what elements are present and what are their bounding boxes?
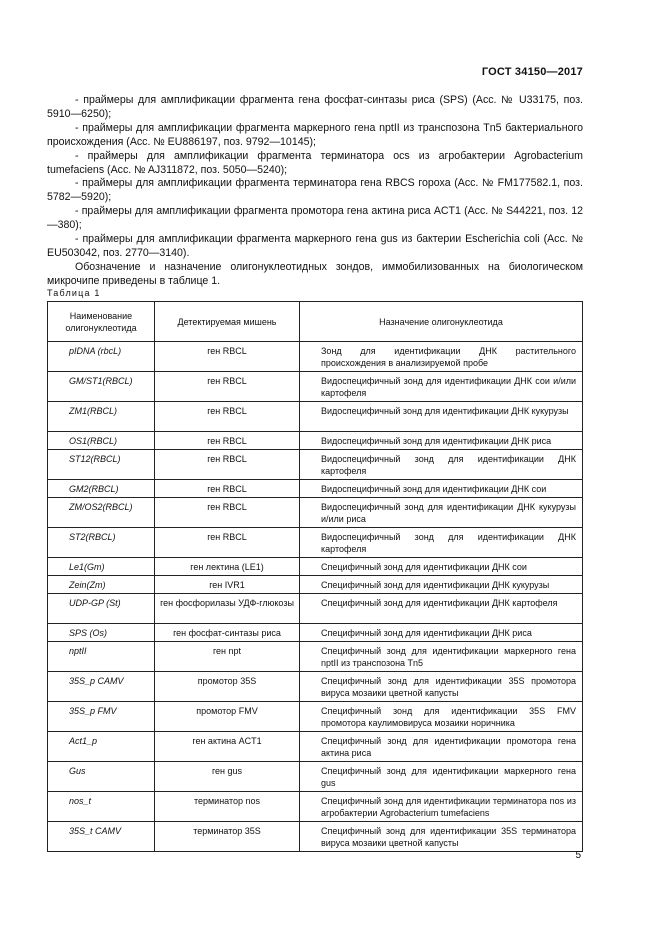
cell-purpose: Специфичный зонд для идентификации маркерного гена nptII из транспозона Tn5 (300, 642, 583, 672)
cell-name: 35S_t CAMV (48, 822, 155, 852)
column-header-purpose: Назначение олигонуклеотида (300, 302, 583, 342)
cell-target: промотор 35S (155, 672, 300, 702)
table-row (48, 402, 583, 432)
table-row (48, 342, 583, 372)
paragraph: - праймеры для амплификации фрагмента гена фосфат-синтазы риса (SPS) (Acc. № U33175, поз. 5910—6250); (47, 94, 583, 120)
cell-name: nptII (48, 642, 155, 672)
cell-purpose: Специфичный зонд для идентификации 35S FMV промотора каулимовируса мозаики норичника (300, 702, 583, 732)
cell-name: 35S_p CAMV (48, 672, 155, 702)
cell-name: OS1(RBCL) (48, 432, 155, 450)
cell-purpose: Видоспецифичный зонд для идентификации ДНК кукурузы (300, 402, 583, 432)
cell-target: ген фосфат-синтазы риса (155, 624, 300, 642)
table-row (48, 642, 583, 672)
table-row (48, 822, 583, 852)
page-number: 5 (575, 850, 581, 861)
cell-name: UDP-GP (St) (48, 594, 155, 624)
cell-target: ген IVR1 (155, 576, 300, 594)
cell-purpose: Видоспецифичный зонд для идентификации ДНК риса (300, 432, 583, 450)
cell-name: ST2(RBCL) (48, 528, 155, 558)
cell-purpose: Видоспецифичный зонд для идентификации ДНК картофеля (300, 528, 583, 558)
table-row (48, 450, 583, 480)
cell-purpose: Специфичный зонд для идентификации промотора гена актина риса (300, 732, 583, 762)
paragraph: - праймеры для амплификации фрагмента промотора гена актина риса ACT1 (Acc. № S44221, поз. 12—380); (47, 205, 583, 232)
cell-purpose: Видоспецифичный зонд для идентификации ДНК сои (300, 480, 583, 498)
cell-name: pIDNA (rbcL) (48, 342, 155, 372)
cell-target: ген RBCL (155, 432, 300, 450)
body-text (47, 94, 583, 289)
cell-target: ген RBCL (155, 528, 300, 558)
cell-purpose: Специфичный зонд для идентификации терминатора nos из агробактерии Agrobacterium tumefaciens (300, 792, 583, 822)
cell-name: Act1_p (48, 732, 155, 762)
paragraph: Обозначение и назначение олигонуклеотидных зондов, иммобилизованных на биологическом микрочипе приведены в таблице 1. (47, 260, 583, 287)
cell-purpose: Специфичный зонд для идентификации ДНК риса (300, 624, 583, 642)
table-row (48, 480, 583, 498)
column-header-name: Наименование олигонуклеотида (48, 302, 155, 342)
paragraph: - праймеры для амплификации фрагмента маркерного гена gus из бактерии Escherichia coli (Acc. № EU503042, поз. 2770—3140). (47, 233, 583, 259)
cell-name: Le1(Gm) (48, 558, 155, 576)
cell-target: ген RBCL (155, 372, 300, 402)
cell-name: nos_t (48, 792, 155, 822)
table-row (48, 558, 583, 576)
table-row (48, 432, 583, 450)
table-header-row (48, 302, 583, 342)
cell-target: ген RBCL (155, 480, 300, 498)
cell-target: ген RBCL (155, 450, 300, 480)
cell-target: ген лектина (LE1) (155, 558, 300, 576)
cell-target: ген npt (155, 642, 300, 672)
cell-target: ген фосфорилазы УДФ-глюкозы (155, 594, 300, 624)
cell-name: Zein(Zm) (48, 576, 155, 594)
cell-name: 35S_p FMV (48, 702, 155, 732)
cell-purpose: Специфичный зонд для идентификации 35S терминатора вируса мозаики цветной капусты (300, 822, 583, 852)
cell-purpose: Специфичный зонд для идентификации 35S промотора вируса мозаики цветной капусты (300, 672, 583, 702)
cell-purpose: Специфичный зонд для идентификации ДНК кукурузы (300, 576, 583, 594)
paragraph: - праймеры для амплификации фрагмента терминатора ocs из агробактерии Agrobacterium tumefaciens (Acc. № AJ311872, поз. 5050—5240); (47, 149, 583, 176)
cell-name: ST12(RBCL) (48, 450, 155, 480)
cell-purpose: Специфичный зонд для идентификации маркерного гена gus (300, 762, 583, 792)
cell-name: GM2(RBCL) (48, 480, 155, 498)
cell-purpose: Видоспецифичный зонд для идентификации ДНК картофеля (300, 450, 583, 480)
cell-target: терминатор 35S (155, 822, 300, 852)
oligonucleotide-table (47, 301, 583, 852)
table-caption: Таблица 1 (47, 288, 101, 298)
table-row (48, 792, 583, 822)
table-row (48, 732, 583, 762)
paragraph: - праймеры для амплификации фрагмента маркерного гена nptII из транспозона Tn5 бактериального происхождения (Acc. № EU886197, поз. 9792—10145); (47, 121, 583, 148)
table-row (48, 672, 583, 702)
cell-target: ген RBCL (155, 342, 300, 372)
table-row (48, 624, 583, 642)
cell-name: ZM1(RBCL) (48, 402, 155, 432)
table-row (48, 528, 583, 558)
cell-target: ген gus (155, 762, 300, 792)
cell-name: ZM/OS2(RBCL) (48, 498, 155, 528)
cell-target: терминатор nos (155, 792, 300, 822)
cell-purpose: Специфичный зонд для идентификации ДНК картофеля (300, 594, 583, 624)
cell-target: ген актина ACT1 (155, 732, 300, 762)
cell-name: SPS (Os) (48, 624, 155, 642)
cell-target: ген RBCL (155, 498, 300, 528)
cell-target: промотор FMV (155, 702, 300, 732)
table-row (48, 702, 583, 732)
cell-purpose: Видоспецифичный зонд для идентификации ДНК кукурузы и/или риса (300, 498, 583, 528)
cell-name: Gus (48, 762, 155, 792)
document-standard-header: ГОСТ 34150—2017 (481, 66, 583, 78)
paragraph: - праймеры для амплификации фрагмента терминатора гена RBCS гороха (Acc. № FM177582.1, поз. 5782—5920); (47, 177, 583, 204)
column-header-target: Детектируемая мишень (155, 302, 300, 342)
cell-target: ген RBCL (155, 402, 300, 432)
cell-purpose: Специфичный зонд для идентификации ДНК сои (300, 558, 583, 576)
table-row (48, 576, 583, 594)
cell-purpose: Видоспецифичный зонд для идентификации ДНК сои и/или картофеля (300, 372, 583, 402)
cell-name: GM/ST1(RBCL) (48, 372, 155, 402)
cell-purpose: Зонд для идентификации ДНК растительного происхождения в анализируемой пробе (300, 342, 583, 372)
table-row (48, 594, 583, 624)
table-row (48, 498, 583, 528)
table-row (48, 762, 583, 792)
table-row (48, 372, 583, 402)
